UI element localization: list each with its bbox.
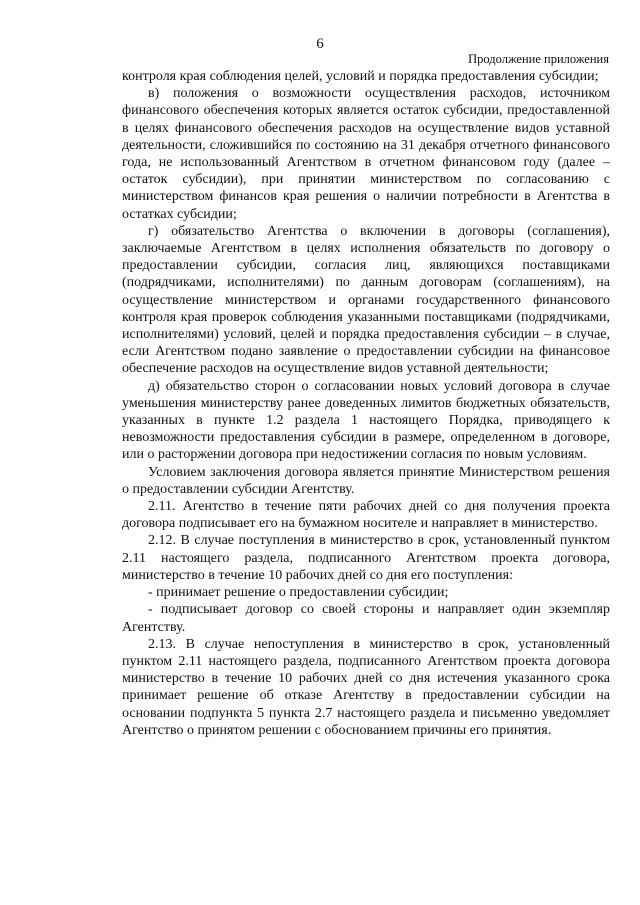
list-item-signs: - подписывает договор со своей стороны и направляет один экземпляр Агентству. xyxy=(122,602,610,635)
paragraph-item-g: г) обязательство Агентства о включении в договоры (соглашения), заключаемые Агентством в целях исполнения обязательств по договору о предоставлении субсидии, согласия лиц, являющихся поставщиками (подрядчиками, исполнителями) по данным договорам (соглашениям), на осуществление министерством и органами государственного финансового контроля края проверок соблюдения указанными поставщиками (подрядчиками, исполнителями) условий, целей и порядка предоставления субсидии – в случае, если Агентством подано заявление о предоставлении субсидии на финансовое обеспечение расходов на осуществление видов уставной деятельности; xyxy=(122,223,610,377)
paragraph-item-v: в) положения о возможности осуществления расходов, источником финансового обеспечения которых является остаток субсидии, предоставленной в целях финансового обеспечения расходов на осуществление видов уставной деятельности, сложившийся по состоянию на 31 декабря отчетного финансового года, не использованный Агентством в отчетном финансовом году (далее – остаток субсидии), при принятии министерством по согласованию с министерством финансов края решения о наличии потребности в Агентства в остатках субсидии; xyxy=(122,86,610,222)
page-number: 6 xyxy=(316,36,324,52)
paragraph-2-12: 2.12. В случае поступления в министерство в срок, установленный пунктом 2.11 настоящего раздела, подписанного Агентством проекта договора, министерство в течение 10 рабочих дней со дня его поступления: xyxy=(122,533,610,583)
paragraph-item-d: д) обязательство сторон о согласовании новых условий договора в случае уменьшения министерству ранее доведенных лимитов бюджетных обязательств, указанных в пункте 1.2 раздела 1 настоящего Порядка, приводящего к невозможности предоставления субсидии в размере, определенном в договоре, или о расторжении договора при недостижении согласия по новым условиям. xyxy=(122,378,610,463)
running-header: Продолжение приложения xyxy=(468,52,609,66)
paragraph-condition: Условием заключения договора является принятие Министерством решения о предоставлении субсидии Агентству. xyxy=(122,464,610,497)
paragraph-continuation: контроля края соблюдения целей, условий и порядка предоставления субсидии; xyxy=(122,69,599,84)
document-body xyxy=(122,68,610,739)
list-item-decision: - принимает решение о предоставлении субсидии; xyxy=(148,585,449,601)
paragraph-2-13: 2.13. В случае непоступления в министерство в срок, установленный пунктом 2.11 настоящего раздела, подписанного Агентством проекта договора министерство в течение 10 рабочих дней со дня истечения указанного срока принимает решение об отказе Агентству в предоставлении субсидии на основании подпункта 5 пункта 2.7 настоящего раздела и письменно уведомляет Агентство о принятом решении с обоснованием причины его принятия. xyxy=(122,636,610,738)
paragraph-2-11: 2.11. Агентство в течение пяти рабочих дней со дня получения проекта договора подписывает его на бумажном носителе и направляет в министерство. xyxy=(122,499,610,532)
